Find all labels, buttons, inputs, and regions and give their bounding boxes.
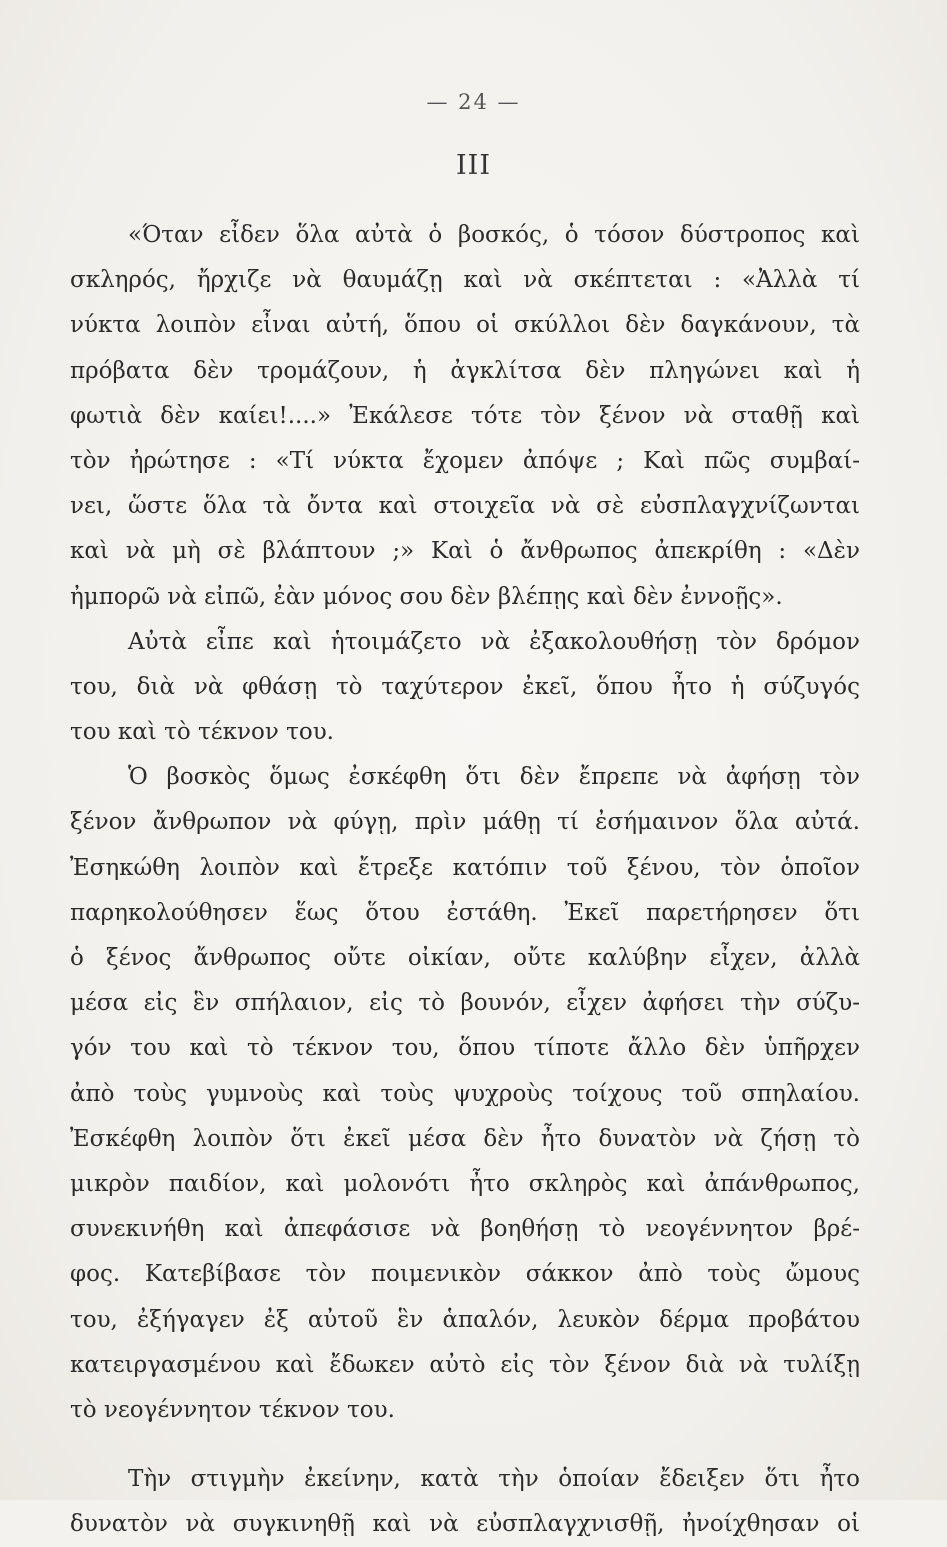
page-number: — 24 — <box>426 90 521 114</box>
text-line: Ἐσηκώθη λοιπὸν καὶ ἔτρεξε κατόπιν τοῦ ξένου, τὸν ὁποῖον <box>70 854 860 881</box>
text-line: του, διὰ νὰ φθάσῃ τὸ ταχύτερον ἐκεῖ, ὅπου ἦτο ἡ σύζυγός <box>70 673 860 700</box>
text-line: ὁ ξένος ἄνθρωπος οὔτε οἰκίαν, οὔτε καλύβην εἶχεν, ἀλλὰ <box>70 945 860 971</box>
text-line: μικρὸν παιδίον, καὶ μολονότι ἦτο σκληρὸς καὶ ἀπάνθρωπος, <box>70 1170 860 1197</box>
text-line: παρηκολούθησεν ἕως ὅτου ἐστάθη. Ἐκεῖ παρετήρησεν ὅτι <box>70 899 860 926</box>
text-line: Ὁ βοσκὸς ὅμως ἐσκέφθη ὅτι δὲν ἔπρεπε νὰ ἀφήσῃ τὸν <box>128 764 860 791</box>
text-line: φωτιὰ δὲν καίει!....» Ἐκάλεσε τότε τὸν ξένον νὰ σταθῇ καὶ <box>70 402 860 429</box>
section-number: III <box>456 150 491 181</box>
text-line: δυνατὸν νὰ συγκινηθῇ καὶ νὰ εὐσπλαγχνισθῇ, ἠνοίχθησαν οἱ <box>70 1511 860 1538</box>
text-line: ἀπὸ τοὺς γυμνοὺς καὶ τοὺς ψυχροὺς τοίχους τοῦ σπηλαίου. <box>70 1080 860 1107</box>
text-line: του καὶ τὸ τέκνον του. <box>70 719 334 746</box>
text-line: συνεκινήθη καὶ ἀπεφάσισε νὰ βοηθήσῃ τὸ νεογέννητον βρέ- <box>70 1216 860 1243</box>
text-line: «Όταν εἶδεν ὅλα αὐτὰ ὁ βοσκός, ὁ τόσον δύστροπος καὶ <box>128 222 860 248</box>
text-line: φος. Κατεβίβασε τὸν ποιμενικὸν σάκκον ἀπὸ τοὺς ὤμους <box>70 1261 860 1288</box>
text-line: σκληρός, ἤρχιζε νὰ θαυμάζῃ καὶ νὰ σκέπτεται : «Ἀλλὰ τί <box>70 267 860 294</box>
text-line: Αὐτὰ εἶπε καὶ ἡτοιμάζετο νὰ ἐξακολουθήσῃ τὸν δρόμον <box>128 628 860 655</box>
text-line: γόν του καὶ τὸ τέκνον του, ὅπου τίποτε ἄλλο δὲν ὑπῆρχεν <box>70 1035 860 1062</box>
text-line: τὸν ἠρώτησε : «Τί νύκτα ἔχομεν ἀπόψε ; Καὶ πῶς συμβαί- <box>70 447 860 474</box>
text-line: ξένον ἄνθρωπον νὰ φύγῃ, πρὶν μάθῃ τί ἐσήμαινον ὅλα αὐτά. <box>70 809 860 836</box>
body-text <box>70 213 860 1547</box>
text-line: καὶ νὰ μὴ σὲ βλάπτουν ;» Καὶ ὁ ἄνθρωπος ἀπεκρίθη : «Δὲν <box>70 538 860 565</box>
text-line: μέσα εἰς ἓν σπήλαιον, εἰς τὸ βουνόν, εἶχεν ἀφήσει τὴν σύζυ- <box>70 990 860 1017</box>
text-line: τὸ νεογέννητον τέκνον του. <box>70 1396 395 1423</box>
text-line: πρόβατα δὲν τρομάζουν, ἡ ἀγκλίτσα δὲν πληγώνει καὶ ἡ <box>70 357 860 384</box>
text-line: ἠμπορῶ νὰ εἰπῶ, ἐὰν μόνος σου δὲν βλέπῃς καὶ δὲν ἐννοῇς». <box>70 583 783 610</box>
text-line: νύκτα λοιπὸν εἶναι αὐτή, ὅπου οἱ σκύλλοι δὲν δαγκάνουν, τὰ <box>70 312 860 339</box>
text-line: κατειργασμένου καὶ ἔδωκεν αὐτὸ εἰς τὸν ξένον διὰ νὰ τυλίξῃ <box>70 1351 860 1378</box>
text-line: Ἐσκέφθη λοιπὸν ὅτι ἐκεῖ μέσα δὲν ἦτο δυνατὸν νὰ ζήσῃ τὸ <box>70 1125 860 1152</box>
paragraph-gap <box>70 1433 860 1457</box>
text-line: του, ἐξήγαγεν ἐξ αὐτοῦ ἓν ἁπαλόν, λευκὸν δέρμα προβάτου <box>70 1306 860 1333</box>
text-line: Τὴν στιγμὴν ἐκείνην, κατὰ τὴν ὁποίαν ἔδειξεν ὅτι ἦτο <box>128 1466 860 1493</box>
text-line: νει, ὥστε ὅλα τὰ ὄντα καὶ στοιχεῖα νὰ σὲ εὐσπλαγχνίζωνται <box>70 493 860 520</box>
